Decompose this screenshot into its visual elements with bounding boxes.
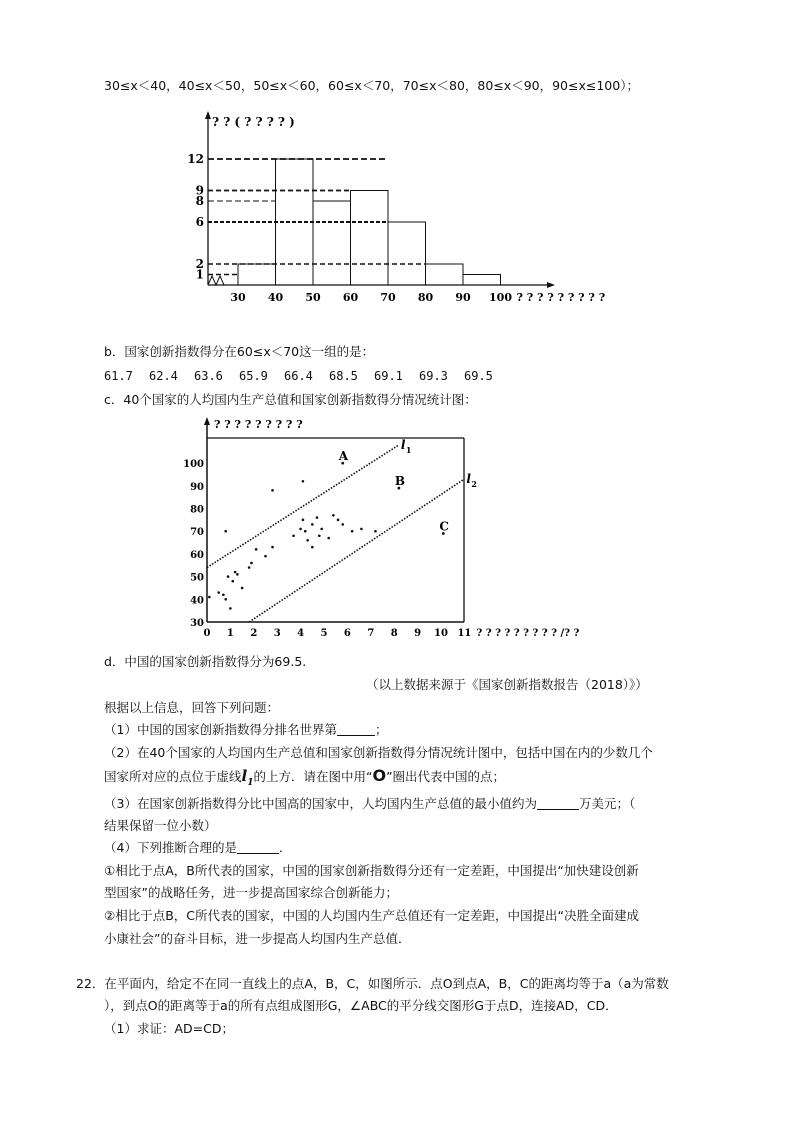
data-point bbox=[208, 596, 211, 599]
x-tick-label: 9 bbox=[414, 628, 422, 639]
line-l1-symbol: $l_1$ bbox=[241, 767, 254, 788]
option-2-line2: 小康社会”的奋斗目标，进一步提高人均国内生产总值． bbox=[104, 931, 411, 946]
value-item: 69.5 bbox=[464, 369, 493, 383]
histogram-bar bbox=[388, 222, 426, 285]
line-label-l2: l bbox=[466, 471, 471, 486]
y-axis-arrow bbox=[205, 111, 211, 119]
value-item: 68.5 bbox=[329, 369, 358, 383]
data-source: （以上数据来源于《国家创新指数报告（2018）》） bbox=[366, 677, 648, 692]
data-point bbox=[248, 566, 251, 569]
data-point bbox=[227, 575, 230, 578]
y-tick-label: 60 bbox=[190, 549, 204, 561]
y-tick-label: 1 bbox=[195, 267, 204, 282]
y-tick-label: 8 bbox=[195, 194, 204, 208]
x-tick-label: 50 bbox=[305, 291, 321, 304]
data-point bbox=[351, 530, 354, 533]
x-tick-label: 60 bbox=[342, 291, 359, 304]
y-tick-label: 50 bbox=[190, 572, 204, 584]
x-tick-label: 8 bbox=[390, 628, 398, 639]
x-tick-label: 90 bbox=[455, 291, 471, 304]
data-point bbox=[217, 591, 220, 594]
data-point bbox=[302, 519, 305, 522]
y-tick-label: 6 bbox=[195, 215, 204, 229]
questions-intro: 根据以上信息，回答下列问题： bbox=[104, 700, 280, 715]
histogram-bar bbox=[238, 264, 276, 285]
question-3-line1: （3）在国家创新指数得分比中国高的国家中，人均国内生产总值的最小值约为 万美元；（ bbox=[104, 796, 636, 811]
data-point bbox=[234, 571, 237, 574]
option-1-line2: 型国家”的战略任务，进一步提高国家综合创新能力； bbox=[104, 885, 398, 900]
data-point bbox=[224, 530, 227, 533]
x-tick-label: 6 bbox=[343, 628, 351, 639]
histogram-bar bbox=[313, 201, 351, 285]
x-axis-label: ? ? ? ? ? ? ? ? ? bbox=[516, 291, 606, 304]
frequency-histogram bbox=[187, 108, 630, 308]
x-tick-label: 4 bbox=[297, 628, 305, 639]
y-tick-label: 2 bbox=[195, 257, 204, 271]
x-tick-label: 30 bbox=[230, 291, 246, 304]
histogram-bar bbox=[351, 191, 389, 286]
value-item: 69.3 bbox=[419, 369, 448, 383]
histogram-title: ? ? ( ? ? ? ? ) bbox=[212, 115, 295, 129]
value-item: 66.4 bbox=[284, 369, 313, 383]
question-2-line2: 国家所对应的点位于虚线$l_1$的上方．请在图中用“O”圈出代表中国的点； bbox=[104, 766, 506, 788]
y-tick-label: 100 bbox=[183, 459, 204, 471]
dotted-line-l1 bbox=[207, 445, 399, 568]
value-item: 63.6 bbox=[194, 369, 223, 383]
line-label-l1: l bbox=[400, 437, 406, 452]
data-point bbox=[241, 587, 244, 590]
part-b-label: b．国家创新指数得分在60≤x＜70这一组的是： bbox=[104, 344, 375, 359]
x-tick-label: 2 bbox=[250, 628, 258, 639]
option-1-line1: ①相比于点A，B所代表的国家，中国的国家创新指数得分还有一定差距，中国提出“加快建设创新 bbox=[104, 863, 639, 878]
data-point bbox=[271, 489, 274, 492]
data-point bbox=[304, 530, 307, 533]
question-4: （4）下列推断合理的是 ． bbox=[104, 840, 292, 855]
point-label-c: C bbox=[439, 519, 449, 534]
problem-22-line3: （1）求证：AD=CD； bbox=[104, 1021, 234, 1036]
data-point bbox=[318, 534, 321, 537]
problem-22-line2: ），到点O的距离等于a的所有点组成图形G，∠ABC的平分线交图形G于点D，连接AD，CD． bbox=[104, 998, 618, 1013]
line-label-sub-l2: 2 bbox=[471, 478, 477, 489]
dotted-line-l2 bbox=[249, 479, 464, 622]
data-point bbox=[292, 534, 295, 537]
x-tick-label: 80 bbox=[417, 291, 434, 304]
value-item: 69.1 bbox=[374, 369, 403, 383]
y-tick-label: 40 bbox=[190, 595, 204, 607]
data-point bbox=[236, 573, 239, 576]
data-point bbox=[306, 539, 309, 542]
data-point bbox=[224, 598, 227, 601]
data-point bbox=[320, 528, 323, 531]
data-point bbox=[229, 607, 232, 610]
data-point bbox=[337, 519, 340, 522]
data-point bbox=[255, 548, 258, 551]
interval-list: 30≤x＜40，40≤x＜50，50≤x＜60，60≤x＜70，70≤x＜80，80≤x＜90，90≤x≤100）； bbox=[104, 78, 639, 93]
x-tick-label: 7 bbox=[367, 628, 375, 639]
option-2-line1: ②相比于点B，C所代表的国家，中国的人均国内生产总值还有一定差距，中国提出“决胜全面建成 bbox=[104, 908, 639, 923]
y-tick-label: 12 bbox=[187, 152, 204, 166]
x-tick-label: 3 bbox=[273, 628, 281, 639]
point-label-b: B bbox=[394, 474, 406, 489]
data-point bbox=[360, 528, 363, 531]
part-c-label: c．40个国家的人均国内生产总值和国家创新指数得分情况统计图： bbox=[104, 392, 477, 407]
data-point bbox=[250, 562, 253, 565]
point-label-a: A bbox=[338, 449, 349, 464]
problem-22-line1: 22．在平面内，给定不在同一直线上的点A，B，C，如图所示．点O到点A，B，C的距离均等于a（a为常数 bbox=[76, 976, 669, 991]
value-item: 62.4 bbox=[149, 369, 178, 383]
scatter-title: ? ? ? ? ? ? ? ? ? bbox=[214, 418, 303, 431]
line-label-sub-l1: 1 bbox=[405, 444, 412, 455]
circle-symbol: O bbox=[372, 766, 387, 785]
value-item: 61.7 bbox=[104, 369, 133, 383]
y-tick-label: 30 bbox=[190, 618, 204, 629]
value-item: 65.9 bbox=[239, 369, 268, 383]
part-b-values bbox=[104, 369, 509, 383]
x-tick-label: 0 bbox=[203, 628, 211, 639]
y-tick-label: 70 bbox=[190, 527, 204, 539]
data-point bbox=[316, 516, 319, 519]
x-tick-label: 5 bbox=[320, 628, 328, 639]
histogram-bar bbox=[426, 264, 464, 285]
x-tick-label: 70 bbox=[380, 291, 396, 304]
part-d-label: d．中国的国家创新指数得分为69.5. bbox=[104, 654, 307, 669]
y-tick-label: 9 bbox=[195, 183, 204, 198]
x-tick-label: 11 bbox=[457, 628, 472, 639]
answer-blank-1[interactable] bbox=[337, 723, 375, 736]
data-point bbox=[299, 528, 302, 531]
data-point bbox=[222, 593, 225, 596]
x-axis-arrow bbox=[547, 282, 555, 288]
x-tick-label: 10 bbox=[434, 628, 448, 639]
x-tick-label: 100 bbox=[489, 291, 512, 304]
data-point bbox=[327, 537, 330, 540]
data-point bbox=[332, 514, 335, 517]
x-axis-label: ? ? ? ? ? ? ? ? ? /? ? bbox=[476, 628, 580, 639]
data-point bbox=[302, 480, 305, 483]
x-tick-label: 40 bbox=[267, 291, 284, 304]
question-3-line2: 结果保留一位小数） bbox=[104, 818, 217, 833]
x-tick-label: 1 bbox=[226, 628, 234, 639]
answer-blank-3[interactable] bbox=[537, 797, 579, 810]
data-point bbox=[374, 530, 377, 533]
question-1: （1）中国的国家创新指数得分排名世界第 ； bbox=[104, 722, 388, 737]
data-point bbox=[271, 546, 274, 549]
data-point bbox=[264, 555, 267, 558]
data-point bbox=[311, 546, 314, 549]
y-tick-label: 90 bbox=[190, 481, 204, 493]
axis-break bbox=[208, 276, 224, 285]
y-tick-label: 80 bbox=[190, 504, 204, 516]
question-2-line1: （2）在40个国家的人均国内生产总值和国家创新指数得分情况统计图中，包括中国在内的少数几个 bbox=[104, 745, 653, 760]
data-point bbox=[231, 580, 234, 583]
data-point bbox=[311, 523, 314, 526]
histogram-bar bbox=[463, 275, 501, 286]
data-point bbox=[341, 523, 344, 526]
scatter-plot bbox=[183, 414, 616, 646]
y-axis-arrow bbox=[204, 417, 210, 425]
answer-blank-4[interactable] bbox=[237, 841, 279, 854]
